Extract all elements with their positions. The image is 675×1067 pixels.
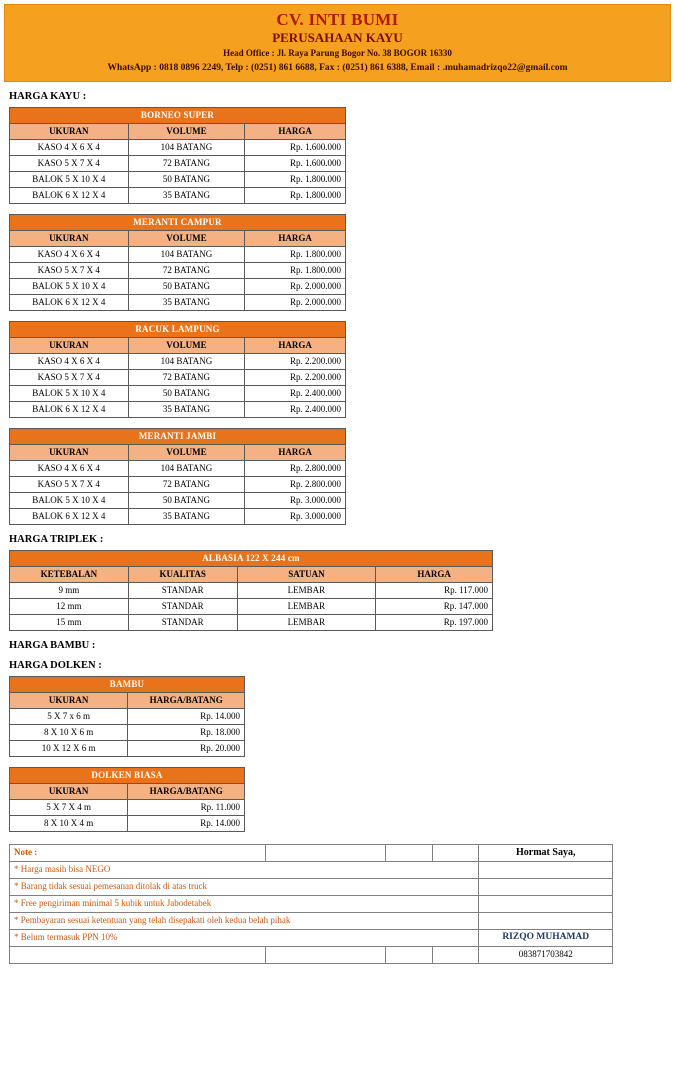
cell-harga: Rp. 1.800.000 <box>245 262 346 278</box>
cell-ukuran: 8 X 10 X 6 m <box>10 724 128 740</box>
cell-volume: 35 BATANG <box>128 187 245 203</box>
cell-satuan: LEMBAR <box>237 582 376 598</box>
cell-harga: Rp. 18.000 <box>128 724 245 740</box>
price-list-document <box>0 4 675 964</box>
note-item: * Barang tidak sesuai pemesanan ditolak di atas truck <box>10 878 479 895</box>
note-row <box>10 861 613 878</box>
cell-ukuran: BALOK 6 X 12 X 4 <box>10 508 129 524</box>
cell-ketebalan: 12 mm <box>10 598 129 614</box>
signature-blank-cell <box>479 861 613 878</box>
table-title: MERANTI CAMPUR <box>10 214 346 230</box>
table-row <box>10 155 346 171</box>
cell-ukuran: KASO 5 X 7 X 4 <box>10 369 129 385</box>
table-row <box>10 598 493 614</box>
cell-volume: 35 BATANG <box>128 401 245 417</box>
table-row <box>10 614 493 630</box>
column-header-harga-batang: HARGA/BATANG <box>128 692 245 708</box>
table-row <box>10 724 245 740</box>
cell-ukuran: BALOK 5 X 10 X 4 <box>10 492 129 508</box>
cell-harga: Rp. 1.800.000 <box>245 246 346 262</box>
table-title-row <box>10 214 346 230</box>
table-meranti-campur <box>9 214 346 311</box>
table-title-row <box>10 767 245 783</box>
cell-satuan: LEMBAR <box>237 598 376 614</box>
cell-ukuran: BALOK 5 X 10 X 4 <box>10 278 129 294</box>
cell-kualitas: STANDAR <box>128 614 237 630</box>
cell-kualitas: STANDAR <box>128 582 237 598</box>
cell-harga: Rp. 14.000 <box>128 708 245 724</box>
table-header-row <box>10 566 493 582</box>
table-row <box>10 708 245 724</box>
note-row <box>10 946 613 963</box>
cell-volume: 104 BATANG <box>128 139 245 155</box>
note-blank-cell <box>386 946 433 963</box>
note-label: Note : <box>10 844 266 861</box>
column-header-ukuran: UKURAN <box>10 337 129 353</box>
head-office-address: Head Office : Jl. Raya Parung Bogor No. 38 BOGOR 16330 <box>223 48 452 59</box>
cell-harga: Rp. 11.000 <box>128 799 245 815</box>
table-row <box>10 815 245 831</box>
cell-kualitas: STANDAR <box>128 598 237 614</box>
cell-harga: Rp. 1.600.000 <box>245 139 346 155</box>
column-header-harga: HARGA <box>245 230 346 246</box>
note-section <box>9 844 675 964</box>
cell-harga: Rp. 14.000 <box>128 815 245 831</box>
cell-harga: Rp. 2.800.000 <box>245 476 346 492</box>
note-row <box>10 844 613 861</box>
note-item: * Harga masih bisa NEGO <box>10 861 479 878</box>
note-row <box>10 929 613 946</box>
cell-harga: Rp. 2.000.000 <box>245 294 346 310</box>
note-blank-cell <box>10 946 266 963</box>
cell-harga: Rp. 3.000.000 <box>245 508 346 524</box>
table-title-row <box>10 428 346 444</box>
table-racuk-lampung <box>9 321 346 418</box>
note-item: * Pembayaran sesuai ketentuan yang telah disepakati oleh kedua belah pihak <box>10 912 479 929</box>
cell-volume: 35 BATANG <box>128 294 245 310</box>
table-title-row <box>10 107 346 123</box>
table-row <box>10 508 346 524</box>
cell-ukuran: KASO 5 X 7 X 4 <box>10 155 129 171</box>
cell-harga: Rp. 117.000 <box>376 582 493 598</box>
section-title-dolken: HARGA DOLKEN : <box>9 659 102 671</box>
section-title-bambu: HARGA BAMBU : <box>9 639 96 651</box>
table-header-row <box>10 123 346 139</box>
column-header-satuan: SATUAN <box>237 566 376 582</box>
column-header-ukuran: UKURAN <box>10 123 129 139</box>
cell-ketebalan: 9 mm <box>10 582 129 598</box>
column-header-volume: VOLUME <box>128 337 245 353</box>
column-header-volume: VOLUME <box>128 444 245 460</box>
signature-blank-cell <box>479 895 613 912</box>
table-row <box>10 460 346 476</box>
cell-harga: Rp. 197.000 <box>376 614 493 630</box>
cell-ukuran: KASO 4 X 6 X 4 <box>10 246 129 262</box>
cell-ukuran: BALOK 6 X 12 X 4 <box>10 294 129 310</box>
cell-volume: 72 BATANG <box>128 262 245 278</box>
table-row <box>10 799 245 815</box>
table-header-row <box>10 337 346 353</box>
table-row <box>10 353 346 369</box>
cell-ketebalan: 15 mm <box>10 614 129 630</box>
company-name: CV. INTI BUMI <box>276 10 399 29</box>
table-row <box>10 492 346 508</box>
table-header-row <box>10 230 346 246</box>
cell-harga: Rp. 3.000.000 <box>245 492 346 508</box>
column-header-ketebalan: KETEBALAN <box>10 566 129 582</box>
section-title-kayu: HARGA KAYU : <box>9 90 87 102</box>
table-title-row <box>10 550 493 566</box>
table-dolken-biasa <box>9 767 245 832</box>
cell-harga: Rp. 2.400.000 <box>245 385 346 401</box>
column-header-kualitas: KUALITAS <box>128 566 237 582</box>
cell-ukuran: KASO 4 X 6 X 4 <box>10 353 129 369</box>
note-blank-cell <box>386 844 433 861</box>
note-table <box>9 844 613 964</box>
column-header-harga: HARGA <box>245 444 346 460</box>
table-meranti-jambi <box>9 428 346 525</box>
table-title: BORNEO SUPER <box>10 107 346 123</box>
table-borneo-super <box>9 107 346 204</box>
contact-line: WhatsApp : 0818 0896 2249, Telp : (0251) 861 6688, Fax : (0251) 861 6388, Email : .muhamadrizqo22@gmail.com <box>107 62 568 73</box>
note-item: * Belum termasuk PPN 10% <box>10 929 479 946</box>
cell-ukuran: BALOK 5 X 10 X 4 <box>10 385 129 401</box>
table-header-row <box>10 783 245 799</box>
column-header-volume: VOLUME <box>128 230 245 246</box>
table-title: ALBASIA 122 X 244 cm <box>10 550 493 566</box>
cell-volume: 72 BATANG <box>128 155 245 171</box>
table-row <box>10 476 346 492</box>
table-row <box>10 385 346 401</box>
signature-title: Hormat Saya, <box>479 844 613 861</box>
cell-ukuran: 10 X 12 X 6 m <box>10 740 128 756</box>
cell-volume: 104 BATANG <box>128 353 245 369</box>
cell-ukuran: KASO 4 X 6 X 4 <box>10 460 129 476</box>
column-header-harga: HARGA <box>245 337 346 353</box>
column-header-volume: VOLUME <box>128 123 245 139</box>
table-row <box>10 139 346 155</box>
company-header-banner <box>4 4 671 82</box>
cell-volume: 50 BATANG <box>128 385 245 401</box>
cell-ukuran: KASO 5 X 7 X 4 <box>10 476 129 492</box>
table-title: BAMBU <box>10 676 245 692</box>
note-row <box>10 912 613 929</box>
table-bambu <box>9 676 245 757</box>
cell-volume: 50 BATANG <box>128 492 245 508</box>
column-header-ukuran: UKURAN <box>10 230 129 246</box>
table-title: DOLKEN BIASA <box>10 767 245 783</box>
table-row <box>10 294 346 310</box>
note-item: * Free pengiriman minimal 5 kubik untuk Jabodetabek <box>10 895 479 912</box>
table-row <box>10 246 346 262</box>
table-row <box>10 187 346 203</box>
table-title-row <box>10 321 346 337</box>
cell-harga: Rp. 2.400.000 <box>245 401 346 417</box>
cell-ukuran: 8 X 10 X 4 m <box>10 815 128 831</box>
cell-harga: Rp. 2.000.000 <box>245 278 346 294</box>
note-row <box>10 878 613 895</box>
cell-ukuran: BALOK 5 X 10 X 4 <box>10 171 129 187</box>
cell-harga: Rp. 2.800.000 <box>245 460 346 476</box>
signature-blank-cell <box>479 878 613 895</box>
table-row <box>10 369 346 385</box>
table-row <box>10 278 346 294</box>
note-row <box>10 895 613 912</box>
cell-satuan: LEMBAR <box>237 614 376 630</box>
cell-ukuran: BALOK 6 X 12 X 4 <box>10 401 129 417</box>
table-row <box>10 262 346 278</box>
table-albasia-triplek <box>9 550 493 631</box>
table-header-row <box>10 444 346 460</box>
note-blank-cell <box>432 946 479 963</box>
table-header-row <box>10 692 245 708</box>
cell-volume: 50 BATANG <box>128 278 245 294</box>
table-title-row <box>10 676 245 692</box>
cell-ukuran: BALOK 6 X 12 X 4 <box>10 187 129 203</box>
cell-volume: 72 BATANG <box>128 369 245 385</box>
signer-name: RIZQO MUHAMAD <box>479 929 613 946</box>
table-row <box>10 740 245 756</box>
cell-harga: Rp. 20.000 <box>128 740 245 756</box>
column-header-ukuran: UKURAN <box>10 783 128 799</box>
cell-harga: Rp. 2.200.000 <box>245 353 346 369</box>
column-header-harga: HARGA <box>245 123 346 139</box>
cell-ukuran: 5 X 7 X 4 m <box>10 799 128 815</box>
note-blank-cell <box>265 946 385 963</box>
table-title: MERANTI JAMBI <box>10 428 346 444</box>
cell-harga: Rp. 1.800.000 <box>245 187 346 203</box>
signer-phone: 083871703842 <box>479 946 613 963</box>
signature-blank-cell <box>479 912 613 929</box>
column-header-ukuran: UKURAN <box>10 444 129 460</box>
note-blank-cell <box>432 844 479 861</box>
column-header-harga-batang: HARGA/BATANG <box>128 783 245 799</box>
section-title-triplek: HARGA TRIPLEK : <box>9 533 104 545</box>
cell-ukuran: KASO 4 X 6 X 4 <box>10 139 129 155</box>
company-subtitle: PERUSAHAAN KAYU <box>272 30 403 46</box>
cell-volume: 35 BATANG <box>128 508 245 524</box>
cell-harga: Rp. 1.600.000 <box>245 155 346 171</box>
cell-ukuran: 5 X 7 x 6 m <box>10 708 128 724</box>
table-row <box>10 401 346 417</box>
cell-ukuran: KASO 5 X 7 X 4 <box>10 262 129 278</box>
note-blank-cell <box>265 844 385 861</box>
cell-volume: 104 BATANG <box>128 246 245 262</box>
cell-volume: 104 BATANG <box>128 460 245 476</box>
cell-harga: Rp. 2.200.000 <box>245 369 346 385</box>
column-header-ukuran: UKURAN <box>10 692 128 708</box>
cell-harga: Rp. 1.800.000 <box>245 171 346 187</box>
table-row <box>10 582 493 598</box>
column-header-harga: HARGA <box>376 566 493 582</box>
table-row <box>10 171 346 187</box>
cell-volume: 50 BATANG <box>128 171 245 187</box>
cell-harga: Rp. 147.000 <box>376 598 493 614</box>
table-title: RACUK LAMPUNG <box>10 321 346 337</box>
cell-volume: 72 BATANG <box>128 476 245 492</box>
